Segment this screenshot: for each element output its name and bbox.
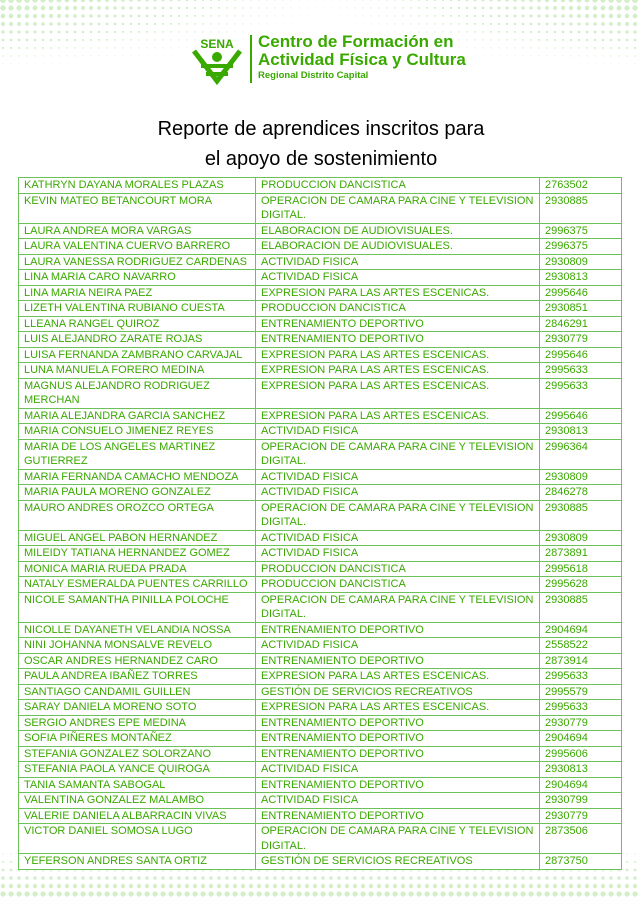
program-cell: ENTRENAMIENTO DEPORTIVO — [256, 746, 540, 762]
table-row — [19, 270, 622, 286]
program-cell: EXPRESION PARA LAS ARTES ESCENICAS. — [256, 408, 540, 424]
program-cell: EXPRESION PARA LAS ARTES ESCENICAS. — [256, 363, 540, 379]
trainee-name-cell: LAURA VALENTINA CUERVO BARRERO — [19, 239, 256, 255]
table-row — [19, 424, 622, 440]
table-row — [19, 223, 622, 239]
trainee-name-cell: NINI JOHANNA MONSALVE REVELO — [19, 638, 256, 654]
group-code-cell: 2930885 — [540, 500, 622, 530]
table-row — [19, 669, 622, 685]
group-code-cell: 2846278 — [540, 485, 622, 501]
trainee-name-cell: LUIS ALEJANDRO ZARATE ROJAS — [19, 332, 256, 348]
group-code-cell: 2873891 — [540, 546, 622, 562]
group-code-cell: 2996364 — [540, 439, 622, 469]
trainee-name-cell: STEFANIA PAOLA YANCE QUIROGA — [19, 762, 256, 778]
program-cell: OPERACION DE CAMARA PARA CINE Y TELEVISION DIGITAL. — [256, 592, 540, 622]
trainee-name-cell: YEFERSON ANDRES SANTA ORTIZ — [19, 854, 256, 870]
group-code-cell: 2930779 — [540, 332, 622, 348]
trainee-name-cell: LAURA ANDREA MORA VARGAS — [19, 223, 256, 239]
trainee-name-cell: STEFANIA GONZALEZ SOLORZANO — [19, 746, 256, 762]
table-row — [19, 700, 622, 716]
table-row — [19, 653, 622, 669]
report-title-line1: Reporte de aprendices inscritos para — [157, 118, 485, 140]
group-code-cell: 2930813 — [540, 424, 622, 440]
trainee-name-cell: SERGIO ANDRES EPE MEDINA — [19, 715, 256, 731]
report-title — [0, 114, 642, 174]
table-row — [19, 592, 622, 622]
trainee-name-cell: MARIA FERNANDA CAMACHO MENDOZA — [19, 469, 256, 485]
table-row — [19, 285, 622, 301]
group-code-cell: 2930809 — [540, 530, 622, 546]
trainee-name-cell: MIGUEL ANGEL PABON HERNANDEZ — [19, 530, 256, 546]
program-cell: GESTIÓN DE SERVICIOS RECREATIVOS — [256, 684, 540, 700]
group-code-cell: 2930813 — [540, 270, 622, 286]
group-code-cell: 2995633 — [540, 700, 622, 716]
table-row — [19, 530, 622, 546]
group-code-cell: 2904694 — [540, 731, 622, 747]
table-row — [19, 746, 622, 762]
table-row — [19, 762, 622, 778]
trainee-name-cell: MARIA CONSUELO JIMENEZ REYES — [19, 424, 256, 440]
table-row — [19, 193, 622, 223]
group-code-cell: 2995628 — [540, 577, 622, 593]
trainee-name-cell: VALERIE DANIELA ALBARRACIN VIVAS — [19, 808, 256, 824]
program-cell: PRODUCCION DANCISTICA — [256, 577, 540, 593]
group-code-cell: 2930779 — [540, 808, 622, 824]
group-code-cell: 2904694 — [540, 777, 622, 793]
group-code-cell: 2995606 — [540, 746, 622, 762]
trainee-name-cell: MAURO ANDRES OROZCO ORTEGA — [19, 500, 256, 530]
table-row — [19, 500, 622, 530]
program-cell: ENTRENAMIENTO DEPORTIVO — [256, 777, 540, 793]
program-cell: EXPRESION PARA LAS ARTES ESCENICAS. — [256, 378, 540, 408]
table-row — [19, 684, 622, 700]
program-cell: ACTIVIDAD FISICA — [256, 469, 540, 485]
table-row — [19, 178, 622, 194]
group-code-cell: 2995646 — [540, 285, 622, 301]
group-code-cell: 2904694 — [540, 622, 622, 638]
program-cell: EXPRESION PARA LAS ARTES ESCENICAS. — [256, 347, 540, 363]
table-row — [19, 239, 622, 255]
table-row — [19, 439, 622, 469]
program-cell: GESTIÓN DE SERVICIOS RECREATIVOS — [256, 854, 540, 870]
program-cell: ACTIVIDAD FISICA — [256, 270, 540, 286]
group-code-cell: 2873506 — [540, 824, 622, 854]
trainees-table-body — [19, 178, 622, 870]
trainee-name-cell: LIZETH VALENTINA RUBIANO CUESTA — [19, 301, 256, 317]
group-code-cell: 2930779 — [540, 715, 622, 731]
group-code-cell: 2930885 — [540, 193, 622, 223]
trainees-table — [18, 177, 622, 870]
table-row — [19, 363, 622, 379]
program-cell: ELABORACION DE AUDIOVISUALES. — [256, 239, 540, 255]
trainee-name-cell: VICTOR DANIEL SOMOSA LUGO — [19, 824, 256, 854]
group-code-cell: 2930809 — [540, 469, 622, 485]
group-code-cell: 2995633 — [540, 378, 622, 408]
table-row — [19, 378, 622, 408]
group-code-cell: 2873914 — [540, 653, 622, 669]
group-code-cell: 2996375 — [540, 223, 622, 239]
org-name-line1: Centro de Formación en — [258, 32, 454, 51]
program-cell: EXPRESION PARA LAS ARTES ESCENICAS. — [256, 700, 540, 716]
table-row — [19, 622, 622, 638]
program-cell: PRODUCCION DANCISTICA — [256, 561, 540, 577]
program-cell: PRODUCCION DANCISTICA — [256, 178, 540, 194]
table-row — [19, 546, 622, 562]
table-row — [19, 854, 622, 870]
trainee-name-cell: KATHRYN DAYANA MORALES PLAZAS — [19, 178, 256, 194]
group-code-cell: 2995646 — [540, 347, 622, 363]
table-row — [19, 777, 622, 793]
program-cell: ACTIVIDAD FISICA — [256, 762, 540, 778]
program-cell: OPERACION DE CAMARA PARA CINE Y TELEVISION DIGITAL. — [256, 439, 540, 469]
trainee-name-cell: LINA MARIA NEIRA PAEZ — [19, 285, 256, 301]
program-cell: ACTIVIDAD FISICA — [256, 485, 540, 501]
table-row — [19, 485, 622, 501]
group-code-cell: 2995579 — [540, 684, 622, 700]
table-row — [19, 715, 622, 731]
group-code-cell: 2995633 — [540, 363, 622, 379]
trainee-name-cell: LUISA FERNANDA ZAMBRANO CARVAJAL — [19, 347, 256, 363]
trainee-name-cell: OSCAR ANDRES HERNANDEZ CARO — [19, 653, 256, 669]
trainee-name-cell: NATALY ESMERALDA PUENTES CARRILLO — [19, 577, 256, 593]
org-name-line2: Actividad Física y Cultura — [258, 50, 466, 69]
table-row — [19, 638, 622, 654]
trainee-name-cell: SARAY DANIELA MORENO SOTO — [19, 700, 256, 716]
group-code-cell: 2873750 — [540, 854, 622, 870]
program-cell: ELABORACION DE AUDIOVISUALES. — [256, 223, 540, 239]
table-row — [19, 808, 622, 824]
table-row — [19, 254, 622, 270]
group-code-cell: 2763502 — [540, 178, 622, 194]
trainee-name-cell: MILEIDY TATIANA HERNANDEZ GOMEZ — [19, 546, 256, 562]
logo-divider — [250, 35, 252, 83]
program-cell: ENTRENAMIENTO DEPORTIVO — [256, 808, 540, 824]
program-cell: ACTIVIDAD FISICA — [256, 424, 540, 440]
trainee-name-cell: KEVIN MATEO BETANCOURT MORA — [19, 193, 256, 223]
trainee-name-cell: NICOLE SAMANTHA PINILLA POLOCHE — [19, 592, 256, 622]
table-row — [19, 731, 622, 747]
table-row — [19, 469, 622, 485]
program-cell: ENTRENAMIENTO DEPORTIVO — [256, 715, 540, 731]
program-cell: ENTRENAMIENTO DEPORTIVO — [256, 731, 540, 747]
program-cell: EXPRESION PARA LAS ARTES ESCENICAS. — [256, 669, 540, 685]
group-code-cell: 2930799 — [540, 793, 622, 809]
table-row — [19, 332, 622, 348]
org-region: Regional Distrito Capital — [258, 70, 369, 81]
program-cell: ENTRENAMIENTO DEPORTIVO — [256, 316, 540, 332]
program-cell: ACTIVIDAD FISICA — [256, 546, 540, 562]
trainee-name-cell: MAGNUS ALEJANDRO RODRIGUEZ MERCHAN — [19, 378, 256, 408]
trainee-name-cell: VALENTINA GONZALEZ MALAMBO — [19, 793, 256, 809]
trainee-name-cell: TANIA SAMANTA SABOGAL — [19, 777, 256, 793]
group-code-cell: 2930813 — [540, 762, 622, 778]
program-cell: OPERACION DE CAMARA PARA CINE Y TELEVISION DIGITAL. — [256, 193, 540, 223]
trainee-name-cell: LAURA VANESSA RODRIGUEZ CARDENAS — [19, 254, 256, 270]
table-row — [19, 561, 622, 577]
table-row — [19, 793, 622, 809]
trainee-name-cell: MONICA MARIA RUEDA PRADA — [19, 561, 256, 577]
trainee-name-cell: MARIA DE LOS ANGELES MARTINEZ GUTIERREZ — [19, 439, 256, 469]
table-row — [19, 824, 622, 854]
group-code-cell: 2995633 — [540, 669, 622, 685]
sena-logo-icon — [191, 37, 243, 87]
header — [0, 0, 642, 100]
trainee-name-cell: LUNA MANUELA FORERO MEDINA — [19, 363, 256, 379]
organization-name — [258, 33, 466, 83]
program-cell: ACTIVIDAD FISICA — [256, 638, 540, 654]
group-code-cell: 2996375 — [540, 239, 622, 255]
table-row — [19, 316, 622, 332]
trainee-name-cell: LINA MARIA CARO NAVARRO — [19, 270, 256, 286]
trainee-name-cell: MARIA PAULA MORENO GONZALEZ — [19, 485, 256, 501]
table-row — [19, 408, 622, 424]
program-cell: ENTRENAMIENTO DEPORTIVO — [256, 653, 540, 669]
program-cell: OPERACION DE CAMARA PARA CINE Y TELEVISION DIGITAL. — [256, 500, 540, 530]
group-code-cell: 2930809 — [540, 254, 622, 270]
trainee-name-cell: NICOLLE DAYANETH VELANDIA NOSSA — [19, 622, 256, 638]
trainee-name-cell: PAULA ANDREA IBAÑEZ TORRES — [19, 669, 256, 685]
table-row — [19, 347, 622, 363]
group-code-cell: 2995646 — [540, 408, 622, 424]
sena-logo-text: SENA — [200, 37, 234, 51]
group-code-cell: 2995618 — [540, 561, 622, 577]
report-title-line2: el apoyo de sostenimiento — [204, 148, 438, 170]
program-cell: EXPRESION PARA LAS ARTES ESCENICAS. — [256, 285, 540, 301]
program-cell: OPERACION DE CAMARA PARA CINE Y TELEVISION DIGITAL. — [256, 824, 540, 854]
group-code-cell: 2930851 — [540, 301, 622, 317]
group-code-cell: 2558522 — [540, 638, 622, 654]
table-row — [19, 577, 622, 593]
program-cell: ENTRENAMIENTO DEPORTIVO — [256, 622, 540, 638]
program-cell: ACTIVIDAD FISICA — [256, 254, 540, 270]
program-cell: ACTIVIDAD FISICA — [256, 530, 540, 546]
group-code-cell: 2930885 — [540, 592, 622, 622]
program-cell: ACTIVIDAD FISICA — [256, 793, 540, 809]
program-cell: ENTRENAMIENTO DEPORTIVO — [256, 332, 540, 348]
program-cell: PRODUCCION DANCISTICA — [256, 301, 540, 317]
trainee-name-cell: MARIA ALEJANDRA GARCIA SANCHEZ — [19, 408, 256, 424]
trainee-name-cell: SANTIAGO CANDAMIL GUILLEN — [19, 684, 256, 700]
group-code-cell: 2846291 — [540, 316, 622, 332]
trainee-name-cell: LLEANA RANGEL QUIROZ — [19, 316, 256, 332]
table-row — [19, 301, 622, 317]
trainee-name-cell: SOFIA PIÑERES MONTAÑEZ — [19, 731, 256, 747]
